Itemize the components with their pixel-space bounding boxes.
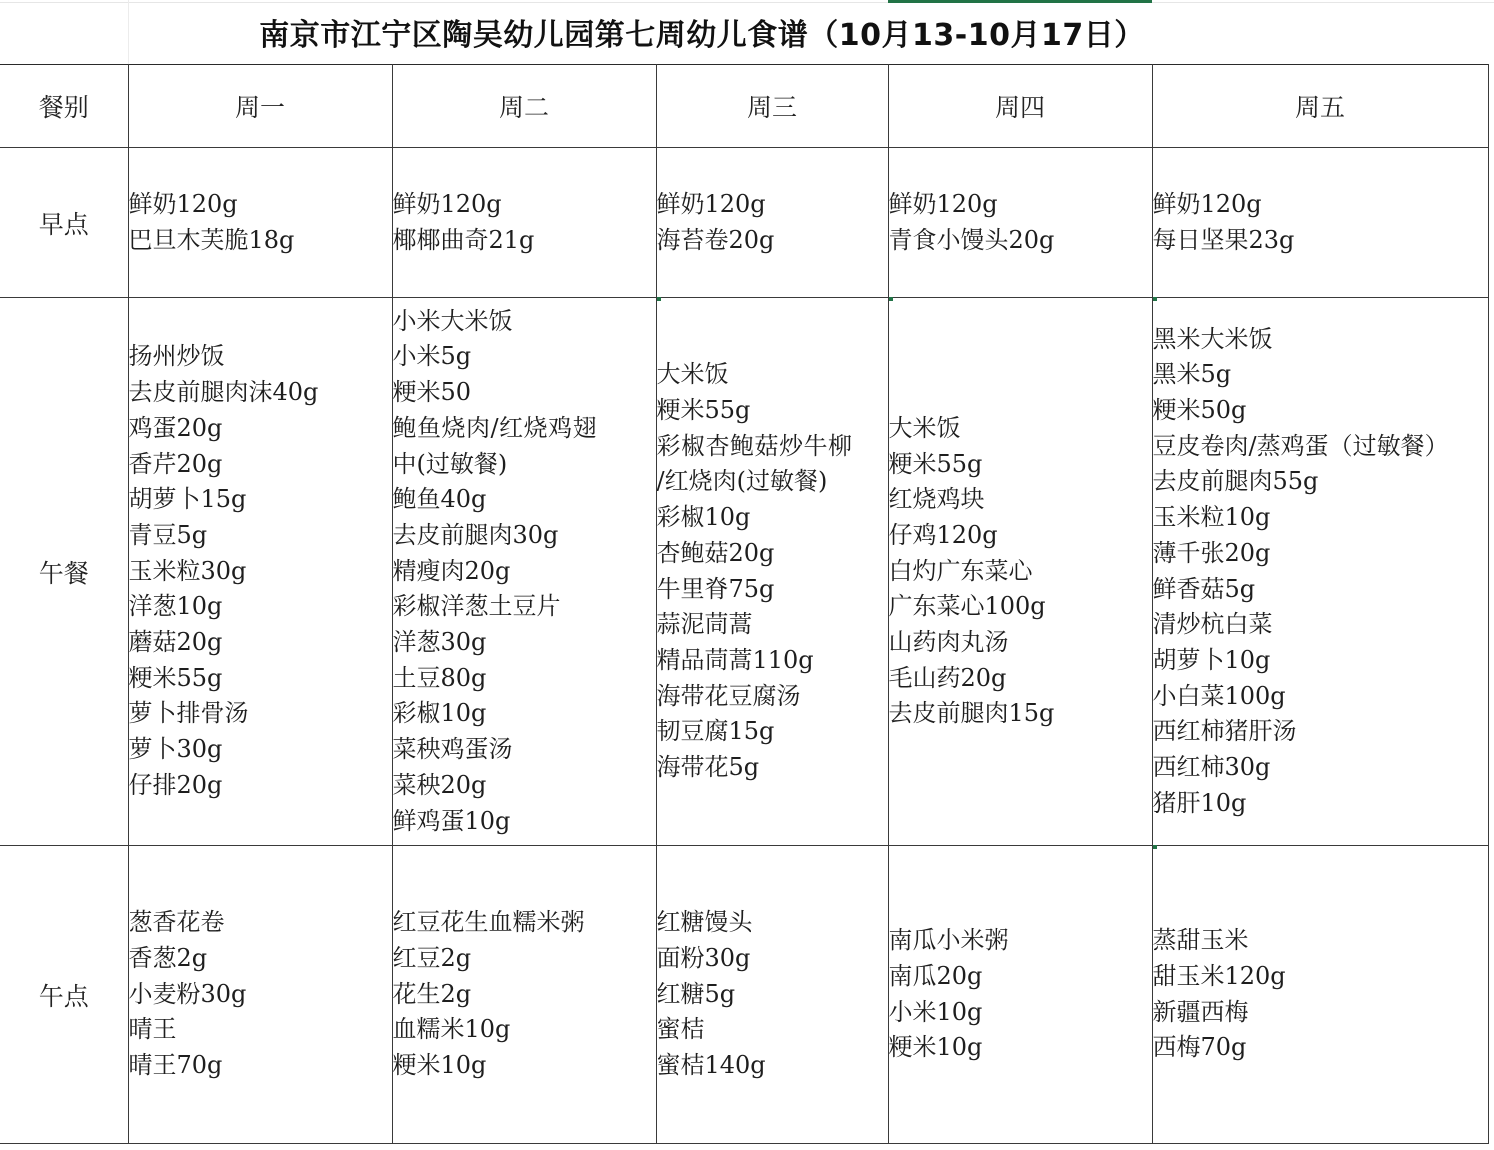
- menu-item: 大米饭: [888, 413, 961, 442]
- menu-cell[interactable]: [656, 846, 888, 1144]
- menu-item: 蜜桔140g: [656, 1051, 766, 1080]
- menu-item: 黑米大米饭: [1152, 324, 1273, 353]
- menu-item: 萝卜排骨汤: [128, 699, 249, 728]
- day-header-fri[interactable]: 周五: [1152, 65, 1488, 148]
- menu-item: 广东菜心100g: [888, 592, 1046, 621]
- weekly-menu-table: [0, 64, 1489, 1144]
- menu-item: 清炒杭白菜: [1152, 610, 1273, 639]
- menu-item: 精品茼蒿110g: [656, 645, 814, 674]
- menu-item: 玉米粒30g: [128, 556, 247, 585]
- menu-item: 晴王: [128, 1015, 177, 1044]
- menu-item: 鲍鱼烧肉/红烧鸡翅: [392, 413, 598, 442]
- menu-item: 鲜鸡蛋10g: [392, 806, 511, 835]
- row-lunch: [0, 298, 1488, 846]
- menu-item: 每日坚果23g: [1152, 225, 1295, 254]
- menu-item: 小米5g: [392, 342, 472, 371]
- meal-label-lunch[interactable]: 午餐: [0, 298, 128, 846]
- header-row: [0, 65, 1488, 148]
- menu-cell[interactable]: [1152, 298, 1488, 846]
- menu-item: 蘑菇20g: [128, 628, 223, 657]
- day-header-thu[interactable]: 周四: [888, 65, 1152, 148]
- menu-item: 红豆2g: [392, 943, 472, 972]
- menu-item: 海带花5g: [656, 753, 760, 782]
- menu-cell[interactable]: [888, 846, 1152, 1144]
- menu-item: 粳米55g: [128, 663, 223, 692]
- menu-item: 小米10g: [888, 997, 983, 1026]
- menu-item: 新疆西梅: [1152, 997, 1249, 1026]
- menu-item: 海苔卷20g: [656, 225, 775, 254]
- menu-item: 精瘦肉20g: [392, 556, 511, 585]
- menu-item: 青食小馒头20g: [888, 225, 1055, 254]
- menu-item: 海带花豆腐汤: [656, 681, 801, 710]
- menu-item: 彩椒洋葱土豆片: [392, 592, 561, 621]
- menu-item: 粳米55g: [888, 449, 983, 478]
- menu-item: 面粉30g: [656, 943, 751, 972]
- menu-item: 仔鸡120g: [888, 520, 998, 549]
- menu-item: 中(过敏餐): [392, 449, 508, 478]
- menu-item: 去皮前腿肉30g: [392, 520, 559, 549]
- menu-item: 薄千张20g: [1152, 538, 1271, 567]
- menu-item: 洋葱30g: [392, 628, 487, 657]
- menu-cell[interactable]: [392, 298, 656, 846]
- menu-item: 南瓜小米粥: [888, 926, 1009, 955]
- menu-item: 鲍鱼40g: [392, 485, 487, 514]
- menu-item: 豆皮卷肉/蒸鸡蛋（过敏餐）: [1152, 431, 1449, 460]
- menu-item: 彩椒10g: [656, 503, 751, 532]
- menu-item: 蒜泥茼蒿: [656, 610, 753, 639]
- menu-item: 菜秧鸡蛋汤: [392, 735, 513, 764]
- menu-item: 花生2g: [392, 979, 472, 1008]
- menu-item: 葱香花卷: [128, 908, 225, 937]
- menu-item: 晴王70g: [128, 1051, 223, 1080]
- menu-item: 鲜奶120g: [1152, 189, 1262, 218]
- menu-item: 鲜香菇5g: [1152, 574, 1256, 603]
- menu-item: 白灼广东菜心: [888, 556, 1033, 585]
- menu-item: 扬州炒饭: [128, 342, 225, 371]
- menu-item: 牛里脊75g: [656, 574, 775, 603]
- menu-item: 红糖馒头: [656, 908, 753, 937]
- menu-item: 猪肝10g: [1152, 788, 1247, 817]
- day-header-tue[interactable]: 周二: [392, 65, 656, 148]
- menu-item: 红豆花生血糯米粥: [392, 908, 585, 937]
- menu-item: 彩椒杏鲍菇炒牛柳: [656, 431, 853, 460]
- menu-item: 鲜奶120g: [392, 189, 502, 218]
- menu-item: 椰椰曲奇21g: [392, 225, 535, 254]
- menu-item: 蒸甜玉米: [1152, 926, 1249, 955]
- menu-item: 菜秧20g: [392, 770, 487, 799]
- cell-comment-marker: [657, 297, 661, 301]
- menu-item: 鸡蛋20g: [128, 413, 223, 442]
- menu-item: 西梅70g: [1152, 1033, 1247, 1062]
- menu-item: 巴旦木芙脆18g: [128, 225, 295, 254]
- menu-item: 粳米50g: [1152, 395, 1247, 424]
- menu-cell[interactable]: [128, 148, 392, 298]
- menu-item: 玉米粒10g: [1152, 503, 1271, 532]
- meal-label-breakfast[interactable]: 早点: [0, 148, 128, 298]
- menu-cell[interactable]: [1152, 846, 1488, 1144]
- menu-item: 毛山药20g: [888, 663, 1007, 692]
- menu-item: 去皮前腿肉55g: [1152, 467, 1319, 496]
- menu-cell[interactable]: [656, 148, 888, 298]
- menu-item: 香葱2g: [128, 943, 208, 972]
- menu-item: 粳米10g: [392, 1051, 487, 1080]
- menu-cell[interactable]: [392, 148, 656, 298]
- menu-item: 山药肉丸汤: [888, 628, 1009, 657]
- menu-item: 萝卜30g: [128, 735, 223, 764]
- menu-item: 黑米5g: [1152, 360, 1232, 389]
- menu-item: 粳米50: [392, 378, 472, 407]
- menu-item: 红糖5g: [656, 979, 736, 1008]
- menu-item: 小白菜100g: [1152, 681, 1286, 710]
- menu-item: 西红柿猪肝汤: [1152, 717, 1297, 746]
- menu-cell[interactable]: [128, 298, 392, 846]
- menu-item: 仔排20g: [128, 770, 223, 799]
- menu-item: 胡萝卜15g: [128, 485, 247, 514]
- menu-item: 去皮前腿肉沫40g: [128, 378, 319, 407]
- menu-item: 鲜奶120g: [128, 189, 238, 218]
- menu-item: 粳米10g: [888, 1033, 983, 1062]
- menu-item: 西红柿30g: [1152, 753, 1271, 782]
- menu-item: 青豆5g: [128, 520, 208, 549]
- cell-comment-marker: [1153, 845, 1157, 849]
- menu-cell[interactable]: [392, 846, 656, 1144]
- menu-item: 红烧鸡块: [888, 485, 985, 514]
- menu-item: 杏鲍菇20g: [656, 538, 775, 567]
- menu-item: 鲜奶120g: [888, 189, 998, 218]
- row-breakfast: [0, 148, 1488, 298]
- menu-cell[interactable]: [888, 298, 1152, 846]
- day-header-mon[interactable]: 周一: [128, 65, 392, 148]
- row-afternoon-snack: [0, 846, 1488, 1144]
- cell-comment-marker: [1153, 297, 1157, 301]
- menu-item: 蜜桔: [656, 1015, 705, 1044]
- meal-label-afternoon-snack[interactable]: 午点: [0, 846, 128, 1144]
- menu-item: 粳米55g: [656, 395, 751, 424]
- menu-cell[interactable]: [656, 298, 888, 846]
- menu-item: 小麦粉30g: [128, 979, 247, 1008]
- menu-cell[interactable]: [128, 846, 392, 1144]
- menu-cell[interactable]: [888, 148, 1152, 298]
- menu-item: 胡萝卜10g: [1152, 645, 1271, 674]
- meal-column-header[interactable]: 餐别: [0, 65, 128, 148]
- menu-item: 土豆80g: [392, 663, 487, 692]
- cell-comment-marker: [889, 297, 893, 301]
- menu-item: 小米大米饭: [392, 306, 513, 335]
- menu-title[interactable]: 南京市江宁区陶吴幼儿园第七周幼儿食谱（10月13-10月17日）: [259, 18, 1145, 53]
- menu-cell[interactable]: [1152, 148, 1488, 298]
- menu-item: 彩椒10g: [392, 699, 487, 728]
- menu-item: 南瓜20g: [888, 961, 983, 990]
- menu-item: 甜玉米120g: [1152, 961, 1286, 990]
- menu-item: 洋葱10g: [128, 592, 223, 621]
- menu-item: /红烧肉(过敏餐): [656, 467, 828, 496]
- menu-item: 韧豆腐15g: [656, 717, 775, 746]
- menu-item: 去皮前腿肉15g: [888, 699, 1055, 728]
- menu-item: 血糯米10g: [392, 1015, 511, 1044]
- menu-item: 香芹20g: [128, 449, 223, 478]
- menu-item: 鲜奶120g: [656, 189, 766, 218]
- menu-item: 大米饭: [656, 360, 729, 389]
- day-header-wed[interactable]: 周三: [656, 65, 888, 148]
